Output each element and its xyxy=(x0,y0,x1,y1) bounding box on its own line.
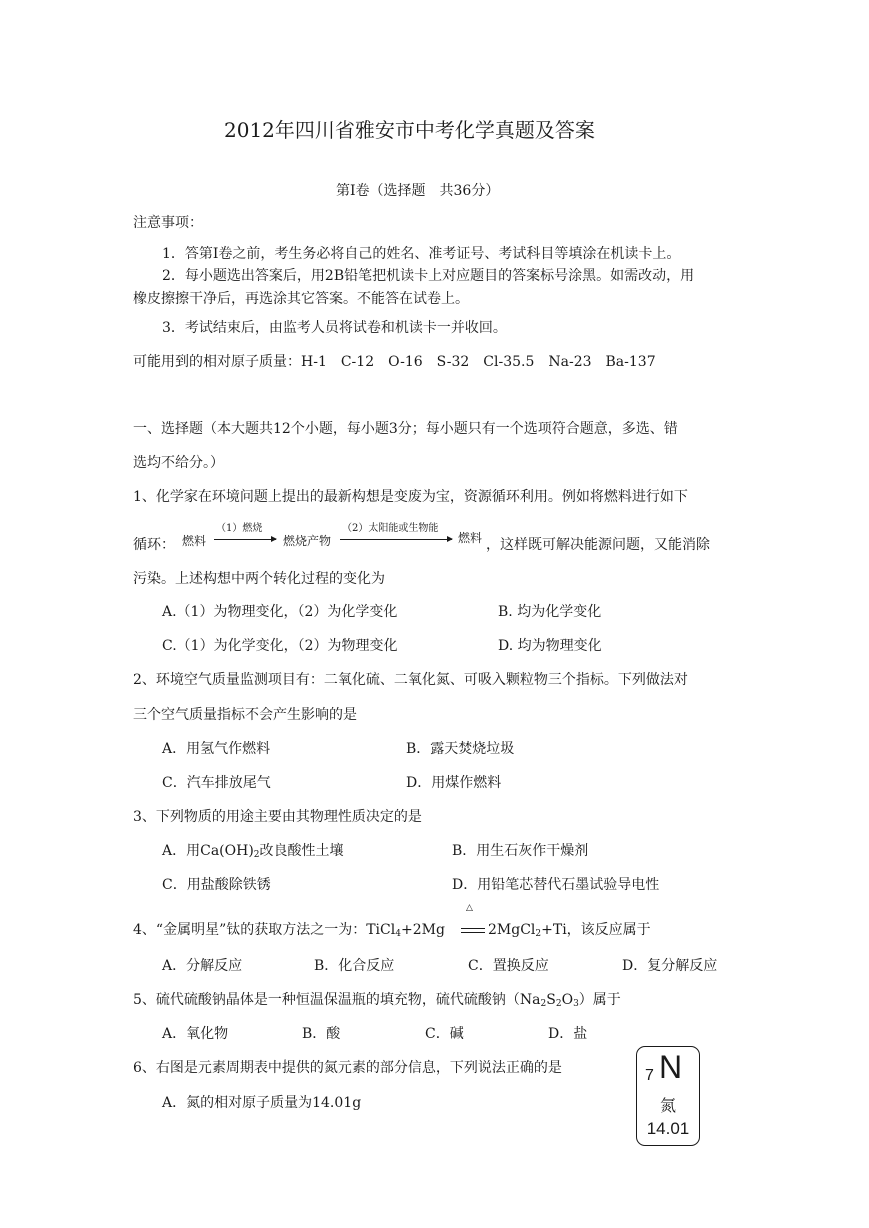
q5-sub-2: 2 xyxy=(555,999,562,1009)
part1-heading-cont: 选均不给分。） xyxy=(133,455,224,471)
q4-equals-bottom xyxy=(461,932,485,933)
element-name: 氮 xyxy=(659,1096,676,1115)
q1-option-b: B. 均为化学变化 xyxy=(498,604,602,620)
q6-stem: 6、右图是元素周期表中提供的氮元素的部分信息，下列说法正确的是 xyxy=(133,1060,562,1076)
q4-stem xyxy=(133,920,445,944)
q1-fuel-1: 燃料 xyxy=(182,534,207,548)
q3-option-a xyxy=(162,841,344,865)
q4-option-d: D．复分解反应 xyxy=(622,958,718,974)
q5-sub-1: 2 xyxy=(540,999,547,1009)
q3-option-c: C．用盐酸除铁锈 xyxy=(162,877,271,893)
notice-heading: 注意事项： xyxy=(133,215,203,231)
q1-cycle-suffix: ，这样既可解决能源问题，又能消除 xyxy=(486,537,710,553)
q3-option-a-post: 改良酸性土壤 xyxy=(259,843,344,859)
element-card-nitrogen xyxy=(636,1046,700,1146)
q5-option-a: A．氧化物 xyxy=(162,1026,229,1042)
q1-product: 燃烧产物 xyxy=(283,534,332,548)
q3-option-d: D．用铅笔芯替代石墨试验导电性 xyxy=(452,877,660,893)
notice-item-3: 3．考试结束后，由监考人员将试卷和机读卡一并收回。 xyxy=(162,320,507,336)
q1-step-1: （1）燃烧 xyxy=(216,523,263,534)
q3-option-a-pre: A．用Ca(OH) xyxy=(162,843,254,859)
q1-cycle-prefix: 循环： xyxy=(133,537,175,553)
q3-option-b: B．用生石灰作干燥剂 xyxy=(452,843,589,859)
q2-option-c: C．汽车排放尾气 xyxy=(162,775,271,791)
q5-o: O xyxy=(561,992,574,1008)
q2-option-d: D．用煤作燃料 xyxy=(406,775,502,791)
q1-step-2: （2）太阳能或生物能 xyxy=(342,523,439,534)
q2-option-a: A．用氢气作燃料 xyxy=(162,741,271,757)
notice-item-2-cont: 橡皮擦擦干净后，再选涂其它答案。不能答在试卷上。 xyxy=(133,291,469,307)
q1-stem-cont: 污染。上述构想中两个转化过程的变化为 xyxy=(133,571,385,587)
q4-equals-top xyxy=(461,928,485,929)
q6-option-a: A．氮的相对原子质量为14.01g xyxy=(162,1095,362,1111)
q4-condition: △ xyxy=(466,903,473,913)
q4-option-c: C．置换反应 xyxy=(468,958,549,974)
q4-option-a: A．分解反应 xyxy=(162,958,243,974)
q5-s: S xyxy=(546,992,556,1008)
q5-stem xyxy=(133,990,621,1014)
q5-stem-post: ）属于 xyxy=(578,992,621,1008)
q2-stem-cont: 三个空气质量指标不会产生影响的是 xyxy=(133,707,357,723)
q4-stem-pre: 4、“金属明星”钛的获取方法之一为：TiCl xyxy=(133,922,396,938)
element-symbol: N xyxy=(659,1049,683,1085)
page-title: 2012年四川省雅安市中考化学真题及答案 xyxy=(224,118,595,142)
q3-option-a-sub: 2 xyxy=(253,850,260,860)
q5-stem-pre: 5、硫代硫酸钠晶体是一种恒温保温瓶的填充物，硫代硫酸钠（Na xyxy=(133,992,541,1008)
notice-item-2: 2．每小题选出答案后，用2B铅笔把机读卡上对应题目的答案标号涂黑。如需改动，用 xyxy=(162,268,695,284)
part1-heading: 一、选择题（本大题共12个小题，每小题3分；每小题只有一个选项符合题意，多选、错 xyxy=(133,421,678,437)
q4-sub-2: 2 xyxy=(535,929,542,939)
q5-option-d: D．盐 xyxy=(548,1026,588,1042)
q4-product-text: 2MgCl xyxy=(488,922,536,938)
q5-option-b: B．酸 xyxy=(302,1026,341,1042)
q1-arrow-1 xyxy=(214,539,276,540)
q3-stem: 3、下列物质的用途主要由其物理性质决定的是 xyxy=(133,809,422,825)
notice-item-1: 1．答第Ⅰ卷之前，考生务必将自己的姓名、准考证号、考试科目等填涂在机读卡上。 xyxy=(162,246,681,262)
q5-sub-3: 3 xyxy=(573,999,579,1009)
q2-stem: 2、环境空气质量监测项目有：二氧化硫、二氧化氮、可吸入颗粒物三个指标。下列做法对 xyxy=(133,672,688,688)
q4-stem-mid: +2Mg xyxy=(400,922,445,938)
element-mass: 14.01 xyxy=(646,1119,690,1138)
atomic-masses: 可能用到的相对原子质量：H-1 C-12 O-16 S-32 Cl-35.5 Na-23 Ba-137 xyxy=(133,354,656,370)
q4-sub-1: 4 xyxy=(395,929,401,939)
element-number: 7 xyxy=(645,1067,654,1084)
q1-stem: 1、化学家在环境问题上提出的最新构想是变废为宝，资源循环利用。例如将燃料进行如下 xyxy=(133,489,688,505)
q5-option-c: C．碱 xyxy=(425,1026,464,1042)
q1-fuel-2: 燃料 xyxy=(458,531,483,545)
q2-option-b: B．露天焚烧垃圾 xyxy=(406,741,515,757)
q4-product xyxy=(488,920,651,944)
q4-stem-post: +Ti，该反应属于 xyxy=(541,922,651,938)
q1-arrow-2 xyxy=(340,539,452,540)
section-header: 第Ⅰ卷（选择题 共36分） xyxy=(336,183,500,199)
q1-option-a: A.（1）为物理变化，（2）为化学变化 xyxy=(162,604,398,620)
q1-option-d: D. 均为物理变化 xyxy=(498,638,602,654)
q4-option-b: B．化合反应 xyxy=(314,958,395,974)
q1-option-c: C.（1）为化学变化，（2）为物理变化 xyxy=(162,638,398,654)
